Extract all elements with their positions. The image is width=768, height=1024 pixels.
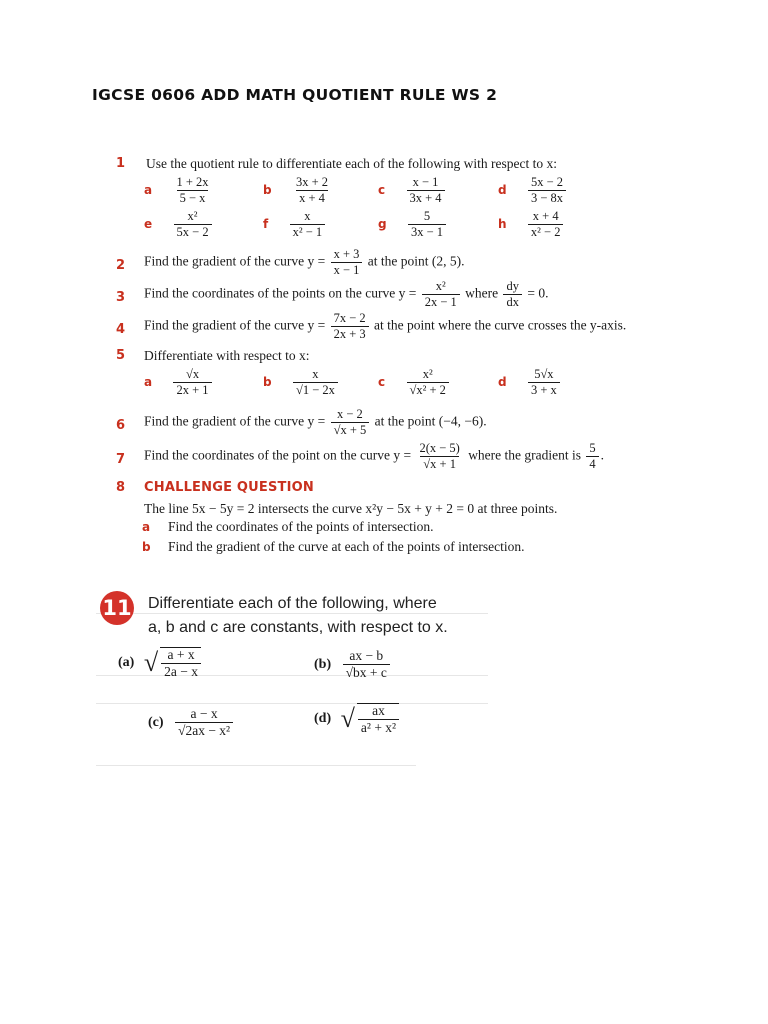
part-label: (b) [314,656,332,672]
part-label: b [142,540,151,554]
part-label: g [378,216,387,231]
question-text: = 0. [527,285,549,301]
question-7 [144,442,604,471]
fraction [343,649,390,680]
numerator: x [312,367,319,381]
fraction [173,176,211,205]
faint-rule [96,765,416,766]
numerator: x [304,209,311,223]
question-text: Find the gradient of the curve at each of the points of intersection. [168,539,525,554]
q11-part-c [148,707,235,738]
question-text: at the point (−4, −6). [374,413,487,429]
q1-part-b [263,176,333,205]
question-text: a, b and c are constants, with respect to x. [148,619,448,636]
fraction [331,408,370,437]
question-text: Find the coordinates of the points on the curve y = [144,285,417,301]
q1-part-f [263,210,327,239]
numerator: ax − b [349,648,384,663]
question-text: Find the coordinates of the points of intersection. [168,519,434,534]
part-label: h [498,216,507,231]
fraction [160,647,201,679]
question-2 [144,248,465,277]
fraction [528,210,564,239]
numerator: 5 [589,441,596,455]
faint-rule [96,703,488,704]
numerator: x + 3 [333,247,360,261]
part-label: d [498,182,507,197]
denominator: 3x + 4 [407,190,445,205]
denominator: √1 − 2x [293,382,338,397]
fraction [528,176,566,205]
denominator: √x + 5 [331,422,370,437]
question-text: . [600,447,605,463]
fraction [407,176,445,205]
part-label: c [378,182,386,197]
question-number: 3 [116,290,126,305]
fraction [174,210,212,239]
question-text: at the point where the curve crosses the y-axis. [374,317,627,333]
numerator: 2(x − 5) [419,441,460,455]
denominator: 3 + x [528,382,560,397]
denominator: √x² + 2 [407,382,449,397]
part-label: a [144,182,153,197]
question-4 [144,312,626,341]
q11-part-b [314,649,392,680]
numerator: x − 2 [337,407,363,421]
numerator: x² [422,367,433,381]
document-title: IGCSE 0606 ADD MATH QUOTIENT RULE WS 2 [92,86,498,104]
denominator: x − 1 [331,262,363,277]
part-label: b [263,374,272,389]
fraction [173,368,211,397]
question-text: where the gradient is [468,447,582,463]
q1-part-e [144,210,214,239]
fraction [293,368,338,397]
denominator: 5x − 2 [174,224,212,239]
root-icon: √ [340,704,355,734]
root-icon: √ [143,648,159,678]
question-number: 2 [116,258,126,273]
question-6 [144,408,487,437]
part-label: a [144,374,153,389]
denominator: √x + 1 [420,456,459,471]
numerator: x + 4 [532,209,559,223]
question-3 [144,280,548,309]
part-label: a [142,520,151,534]
question-text: Find the gradient of the curve y = [144,253,326,269]
denominator: 5 − x [177,190,209,205]
question-text: Find the gradient of the curve y = [144,317,326,333]
gradient-fraction [586,442,598,471]
part-label: (a) [118,655,135,671]
fraction [331,312,369,341]
denominator: 4 [586,456,598,471]
fraction [528,368,560,397]
question-number: 7 [116,452,126,467]
fraction [331,248,363,277]
q5-part-b [263,368,340,397]
derivative-fraction [503,280,522,309]
question-number: 8 [116,480,126,495]
question-text: Use the quotient rule to differentiate each of the following with respect to x: [146,156,557,171]
question-text: Find the gradient of the curve y = [144,413,326,429]
denominator: 2x + 1 [173,382,211,397]
question-number-badge: 11 [100,591,134,625]
question-text: where [465,285,499,301]
numerator: 1 + 2x [176,175,209,189]
question-text: Find the coordinates of the point on the curve y = [144,447,412,463]
denominator: √2ax − x² [175,722,233,738]
denominator: 3x − 1 [408,224,446,239]
numerator: 5 [423,209,431,223]
numerator: 7x − 2 [333,311,366,325]
q5-part-c [378,368,451,397]
numerator: 5√x [534,367,554,381]
q1-part-d [498,176,568,205]
part-label: b [263,182,272,197]
part-label: f [263,216,269,231]
numerator: ax [372,703,385,718]
numerator: a − x [190,706,218,721]
denominator: √bx + c [343,664,390,680]
numerator: 5x − 2 [530,175,564,189]
denominator: x + 4 [296,190,328,205]
question-text: Differentiate with respect to x: [144,348,310,363]
q1-part-g [378,210,448,239]
q1-part-c [378,176,447,205]
denominator: 2a − x [161,663,201,679]
question-text: The line 5x − 5y = 2 intersects the curve x²y − 5x + y + 2 = 0 at three points. [144,501,558,516]
denominator: x² − 1 [290,224,326,239]
denominator: dx [503,294,522,309]
numerator: x² [435,279,446,293]
question-text: Differentiate each of the following, where [148,595,437,612]
q5-part-d [498,368,562,397]
question-text: at the point (2, 5). [367,253,465,269]
fraction [416,442,462,471]
question-number: 6 [116,418,126,433]
denominator: 2x − 1 [422,294,460,309]
denominator: 3 − 8x [528,190,566,205]
denominator: x² − 2 [528,224,564,239]
numerator: 3x + 2 [295,175,329,189]
numerator: √x [185,367,200,381]
challenge-heading: CHALLENGE QUESTION [144,480,314,495]
part-label: e [144,216,153,231]
denominator: a² + x² [358,719,399,735]
fraction [357,703,399,735]
question-number: 1 [116,156,126,171]
numerator: dy [506,279,519,293]
part-label: (d) [314,711,332,727]
numerator: x² [187,209,198,223]
part-label: (c) [148,714,164,730]
part-label: c [378,374,386,389]
numerator: a + x [167,647,195,662]
question-number: 4 [116,322,126,337]
fraction [290,210,326,239]
q11-part-a [118,647,203,679]
numerator: x − 1 [412,175,439,189]
fraction [422,280,460,309]
q5-part-a [144,368,214,397]
fraction [293,176,331,205]
question-11-block [96,585,488,767]
fraction [175,707,233,738]
q1-part-h [498,210,565,239]
q1-part-a [144,176,214,205]
question-number: 5 [116,348,126,363]
part-label: d [498,374,507,389]
q11-part-d [314,703,401,735]
denominator: 2x + 3 [331,326,369,341]
fraction [408,210,446,239]
faint-rule [96,613,488,614]
fraction [407,368,449,397]
